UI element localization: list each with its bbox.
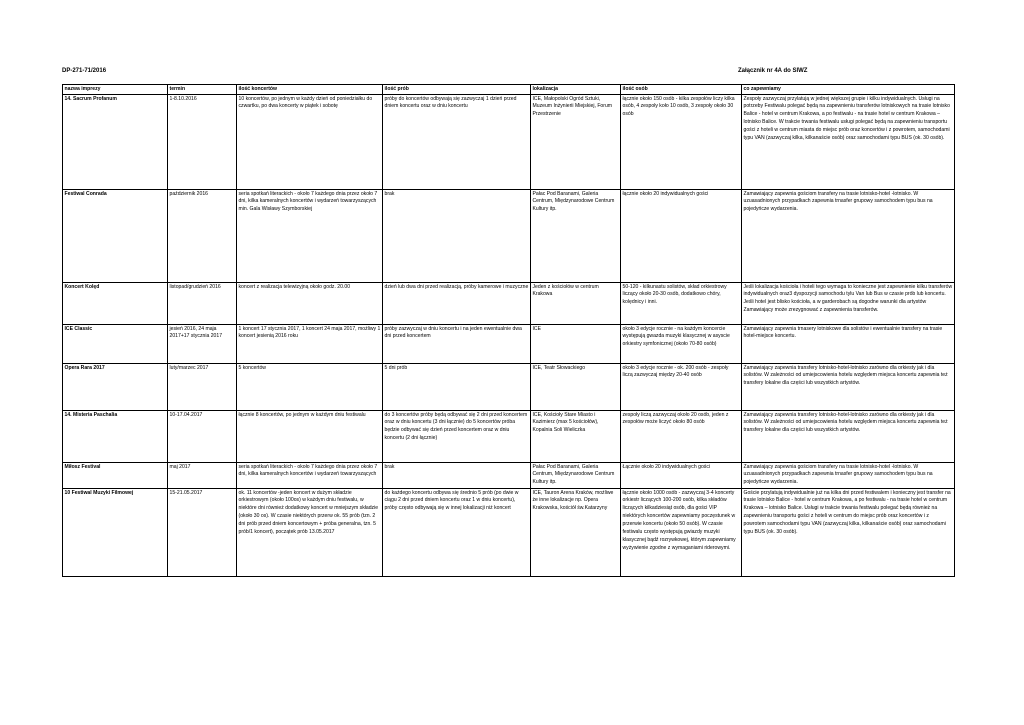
- cell-rehearsals: do 3 koncertów próby będą odbywać się 2 dni przed koncertem oraz w dniu koncertu (3 dni łącznie) do 5 koncertów próba będzie odbywać się dzień przed koncertem oraz w dniu koncertu (2 dni łącznie): [383, 411, 531, 463]
- cell-provide: Zamawiający zapewnia gościom transfery na trasie lotnisko-hotel -lotnisko. W uzuasadnionych przypadkach zapewnia trnasfer grupowy samochodem typu bus na pojedyńcze wydarzenia.: [742, 190, 955, 283]
- document-number: DP-271-71/2016: [62, 68, 107, 74]
- cell-concerts: ok. 11 koncertów -jeden koncert w dużym składzie orkiestrowym (około 100os) w każdym dniu festiwalu, w niektóre dni również dodatkowy koncert w mniejszym składzie (około 30 os). W czasie niektórych przerw ok. 55 prób (tzn. 2 dni prób przed dniem koncertowym + próba generalna, tzn. 5 prób/1 koncert), początek prób 13.05.2017: [237, 489, 383, 577]
- cell-location: ICE: [531, 325, 621, 364]
- cell-term: 15-21.05.2017: [168, 489, 237, 577]
- column-header-event-name: nazwa imprezy: [63, 85, 168, 95]
- table-row: [63, 95, 955, 190]
- cell-term: listopad/grudzień 2016: [168, 283, 237, 325]
- table-row: [63, 463, 955, 489]
- cell-people: łącznie około 1000 osób - zazwyczaj 3-4 koncerty orkiestr liczących 100-200 osób, kilka składów liczących kilkadziesiąt osób, dla gości VIP niektórych koncertów zapewniamy poczęstunek w przerwie koncertu (około 50 osób). W czasie festiwalu często występują gwiazdy muzyki klasycznej bądź rozrywkowej, którym zapewniamy wyżywienie zgodne z wymaganiami riderowymi.: [621, 489, 742, 577]
- cell-provide: Zespoły zazwyczaj przylatują w jednej większej grupie i kilku indywidualnych. Usługi na potrzeby Festiwalu polegać będą na zapewnieniu transferów lotniskowych na trasie lotnisko Balice - hotel w centrum Krakowa, a po festiwalu - na trasie hotel w centrum Krakowa – lotnisko Balice. W trakcie trwania festiwalu usługi polegać będą na zapewnieniu transportu gości z hoteli w centrum miasta do miejsc prób oraz koncertów i z powrotem, samochodami typu VAN (zazwyczaj kilka, kilkanaście osób) oraz samochodami typu BUS (ok. 30 osób).: [742, 95, 955, 190]
- cell-term: luty/marzec 2017: [168, 364, 237, 411]
- cell-concerts: koncert z realizacja telewizyjną około godz. 20.00: [237, 283, 383, 325]
- cell-provide: Zamawiający zapewnia trnasery lotniskowe dla solistów i ewentualnie transfery na trasie hotel-miejsce koncertu.: [742, 325, 955, 364]
- cell-event-name: 14. Misteria Paschalia: [63, 411, 168, 463]
- cell-term: maj 2017: [168, 463, 237, 489]
- cell-concerts: 1 koncert 17 stycznia 2017, 1 koncert 24 maja 2017, możliwy 1 koncert jesienią 2016 roku: [237, 325, 383, 364]
- cell-term: 1-8.10.2016: [168, 95, 237, 190]
- attachment-label: Załącznik nr 4A do SIWZ: [738, 68, 808, 74]
- cell-rehearsals: brak: [383, 463, 531, 489]
- cell-term: październik 2016: [168, 190, 237, 283]
- cell-rehearsals: 5 dni prób: [383, 364, 531, 411]
- cell-location: ICE, Teatr Słowackiego: [531, 364, 621, 411]
- cell-term: 10-17.04.2017: [168, 411, 237, 463]
- cell-provide: Zamawiający zapewnia transfery lotnisko-hotel-lotnisko zarówno dla orkiesty jak i dla solistów. W zależności od umiejscowienia hotelu względem miejsca koncertu zapewnia też transfery lokalne dla części lub wszystkich artystów.: [742, 411, 955, 463]
- cell-concerts: łącznie 8 koncertów, po jednym w każdym dniu festiwalu: [237, 411, 383, 463]
- events-table: [62, 84, 955, 577]
- cell-people: łącznie około 20 indywidualnych gości: [621, 190, 742, 283]
- cell-term: jesień 2016, 24 maja 2017+17 stycznia 2017: [168, 325, 237, 364]
- cell-location: ICE, Kościoły Stare Miasto i Kazimierz (max 5 kościołów), Kopalnia Soli Wieliczka: [531, 411, 621, 463]
- table-row: [63, 190, 955, 283]
- cell-provide: Goście przylatują indywidualnie już na kilka dni przed festiwalem i konieczny jest transfer na trasie lotnisko Balice - hotel w centrum Krakowa, a po festiwalu - na trasie hotel w centrum Krakowa – lotnisko Balice. Usługi w trakcie trwania festiwalu polegać będą również na zapewnieniu transportu gości z hoteli w centrum do miejsc prób oraz koncertów i z powrotem samochodami typu VAN (zazwyczaj kilka, kilkanaście osób) oraz samochodami typu BUS (ok. 30 osób).: [742, 489, 955, 577]
- cell-event-name: 14. Sacrum Profanum: [63, 95, 168, 190]
- cell-people: około 3 edycje rocznie - ok. 200 osób - zespoły liczą zazwyczaj między 20-40 osób: [621, 364, 742, 411]
- cell-event-name: Koncert Kolęd: [63, 283, 168, 325]
- cell-concerts: 5 koncertów: [237, 364, 383, 411]
- cell-people: 50-120 - kilkunastu solistów, skład orkiestrowy liczący około 20-30 osób, dodatkowo chóry, kolędnicy i inni.: [621, 283, 742, 325]
- cell-provide: Zamawiający zapewnia transfery lotnisko-hotel-lotnisko zarówno dla orkiesty jak i dla solistów. W zależności od umiejscowienia hotelu względem miejsca koncertu zapewnia też transfery lokalne dla części lub wszystkich artystów.: [742, 364, 955, 411]
- cell-location: Pałac Pod Baranami, Galeria Centrum, Międzynarodowe Centrum Kultury itp.: [531, 190, 621, 283]
- cell-location: Pałac Pod Baranami, Galeria Centrum, Międzynarodowe Centrum Kultury itp.: [531, 463, 621, 489]
- table-row: [63, 283, 955, 325]
- cell-people: łącznie około 150 osób - kilka zespołów liczy kilka osób, 4 zespoły koło 10 osób, 3 zespoły około 30 osób: [621, 95, 742, 190]
- cell-location: ICE, Tauron Arena Kraków, możliwe że inne lokalizacje np. Opera Krakowska, kościół św.Katarzyny: [531, 489, 621, 577]
- cell-people: około 3 edycje rocznie - na każdym koncercie występują gwazda muzyki klasycznej w asyscie orkiestry symfonicznej (około 70-80 osób): [621, 325, 742, 364]
- cell-provide: Zamawiający zapewnia gościom transfery na trasie lotnisko-hotel -lotnisko. W uzuasadnionych przypadkach zapewnia trnasfer grupowy samochodem typu bus na pojedyńcze wydarzenia.: [742, 463, 955, 489]
- column-header-term: termin: [168, 85, 237, 95]
- cell-event-name: Miłosz Festival: [63, 463, 168, 489]
- table-header-row: [63, 85, 955, 95]
- cell-concerts: 10 koncertów, po jednym w każdy dzień od poniedziałku do czwartku, po dwa koncerty w piątek i sobotę: [237, 95, 383, 190]
- table-row: [63, 489, 955, 577]
- cell-rehearsals: próby do koncertów odbywają się zazwyczaj 1 dzień przed dniem koncertu oraz w dniu koncertu: [383, 95, 531, 190]
- column-header-concerts: ilość koncertów: [237, 85, 383, 95]
- cell-people: Łącznie około 20 indywidualnych gości: [621, 463, 742, 489]
- cell-rehearsals: do każdego koncertu odbywa się średnio 5 prób (po dwie w ciągu 2 dni przed dniem koncertu oraz 1 w dniu koncertu), próby często odbywają się w innej lokalizacji niż koncert: [383, 489, 531, 577]
- cell-rehearsals: brak: [383, 190, 531, 283]
- cell-location: Jeden z kościołów w centrum Krakowa: [531, 283, 621, 325]
- cell-concerts: seria spotkań literackich - około 7 każdego dnia przez około 7 dni, kilka kameralnych koncertów i wydarzeń towarzyszących min. Gala Wisławy Szymborskiej: [237, 190, 383, 283]
- cell-provide: Jeśli lokalizacja kościoła i hoteli tego wymaga to konieczne jest zapewnienie kilku transferów indywidualnych oraz3 dyspozycji samochodu tylu Van lub Bus w czasie prób lub koncertu. Jeśli hotel jest blisko kościoła, a w garderobach są dogodne warunki dla artystów Zamawiający może zrezygnować z zapewnienia transferów.: [742, 283, 955, 325]
- cell-event-name: Opera Rara 2017: [63, 364, 168, 411]
- cell-rehearsals: próby zazwyczaj w dniu koncertu i na jeden ewentualnie dwa dni przed koncertem: [383, 325, 531, 364]
- cell-event-name: ICE Classic: [63, 325, 168, 364]
- table-row: [63, 411, 955, 463]
- column-header-location: lokalizacja: [531, 85, 621, 95]
- table-row: [63, 364, 955, 411]
- cell-event-name: Festiwal Conrada: [63, 190, 168, 283]
- column-header-people: ilość osób: [621, 85, 742, 95]
- cell-people: zespoły liczą zazwyczaj około 20 osób, jeden z zespołów może liczyć około 80 osób: [621, 411, 742, 463]
- cell-event-name: 10 Festiwal Muzyki Filmowej: [63, 489, 168, 577]
- column-header-rehearsals: ilość prób: [383, 85, 531, 95]
- column-header-provide: co zapewniamy: [742, 85, 955, 95]
- cell-rehearsals: dzień lub dwa dni przed realizacją, próby kamerowe i muzyczne: [383, 283, 531, 325]
- table-row: [63, 325, 955, 364]
- cell-concerts: seria spotkań literackich - około 7 każdego dnia przez około 7 dni, kilka kameralnych koncertów i wydarzeń towarzyszących: [237, 463, 383, 489]
- cell-location: ICE, Małopolski Ogród Sztuki, Muzeum Inżynierii Miejskiej, Forum Przestrzenie: [531, 95, 621, 190]
